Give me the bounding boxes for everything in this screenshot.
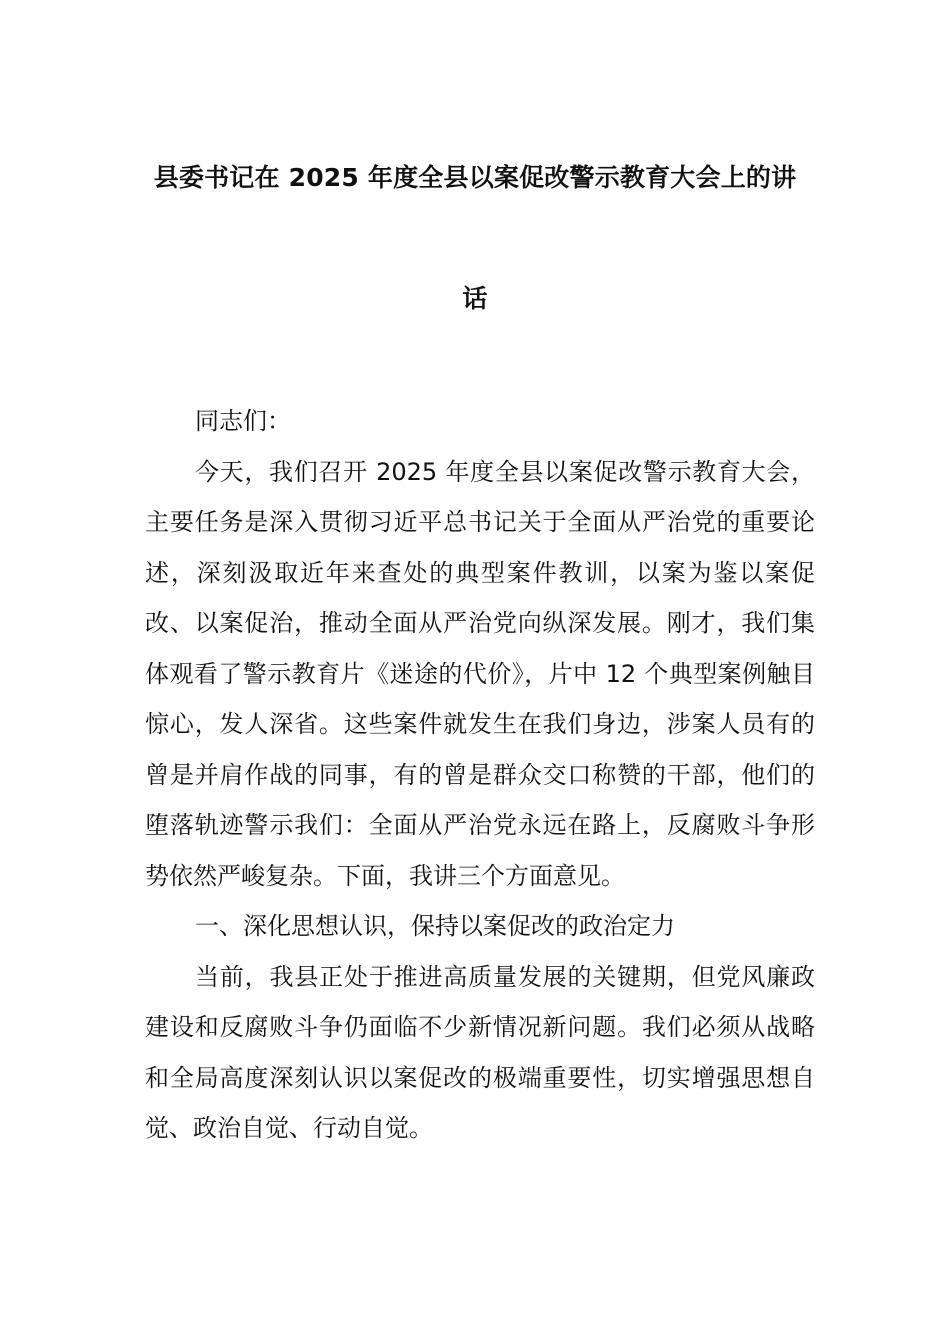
section-1-paragraph: 当前，我县正处于推进高质量发展的关键期，但党风廉政建设和反腐败斗争仍面临不少新情况新问题。我们必须从战略和全局高度深刻认识以案促改的极端重要性，切实增强思想自觉、政治自觉、行动自觉。: [145, 962, 815, 1142]
salutation-paragraph: 同志们：: [195, 407, 291, 435]
document-title-line-1: 县委书记在 2025 年度全县以案促改警示教育大会上的讲: [153, 163, 797, 192]
document-body: [145, 396, 815, 1154]
section-heading-1: 一、深化思想认识，保持以案促改的政治定力: [195, 912, 675, 940]
intro-paragraph: 今天，我们召开 2025 年度全县以案促改警示教育大会，主要任务是深入贯彻习近平总书记关于全面从严治党的重要论述，深刻汲取近年来查处的典型案件教训，以案为鉴以案促改、以案促治，推动全面从严治党向纵深发展。刚才，我们集体观看了警示教育片《迷途的代价》，片中 12 个典型案例触目惊心，发人深省。这些案件就发生在我们身边，涉案人员有的曾是并肩作战的同事，有的曾是群众交口称赞的干部，他们的堕落轨迹警示我们：全面从严治党永远在路上，反腐败斗争形势依然严峻复杂。下面，我讲三个方面意见。: [145, 457, 815, 890]
document-title-line-2: 话: [462, 284, 488, 313]
